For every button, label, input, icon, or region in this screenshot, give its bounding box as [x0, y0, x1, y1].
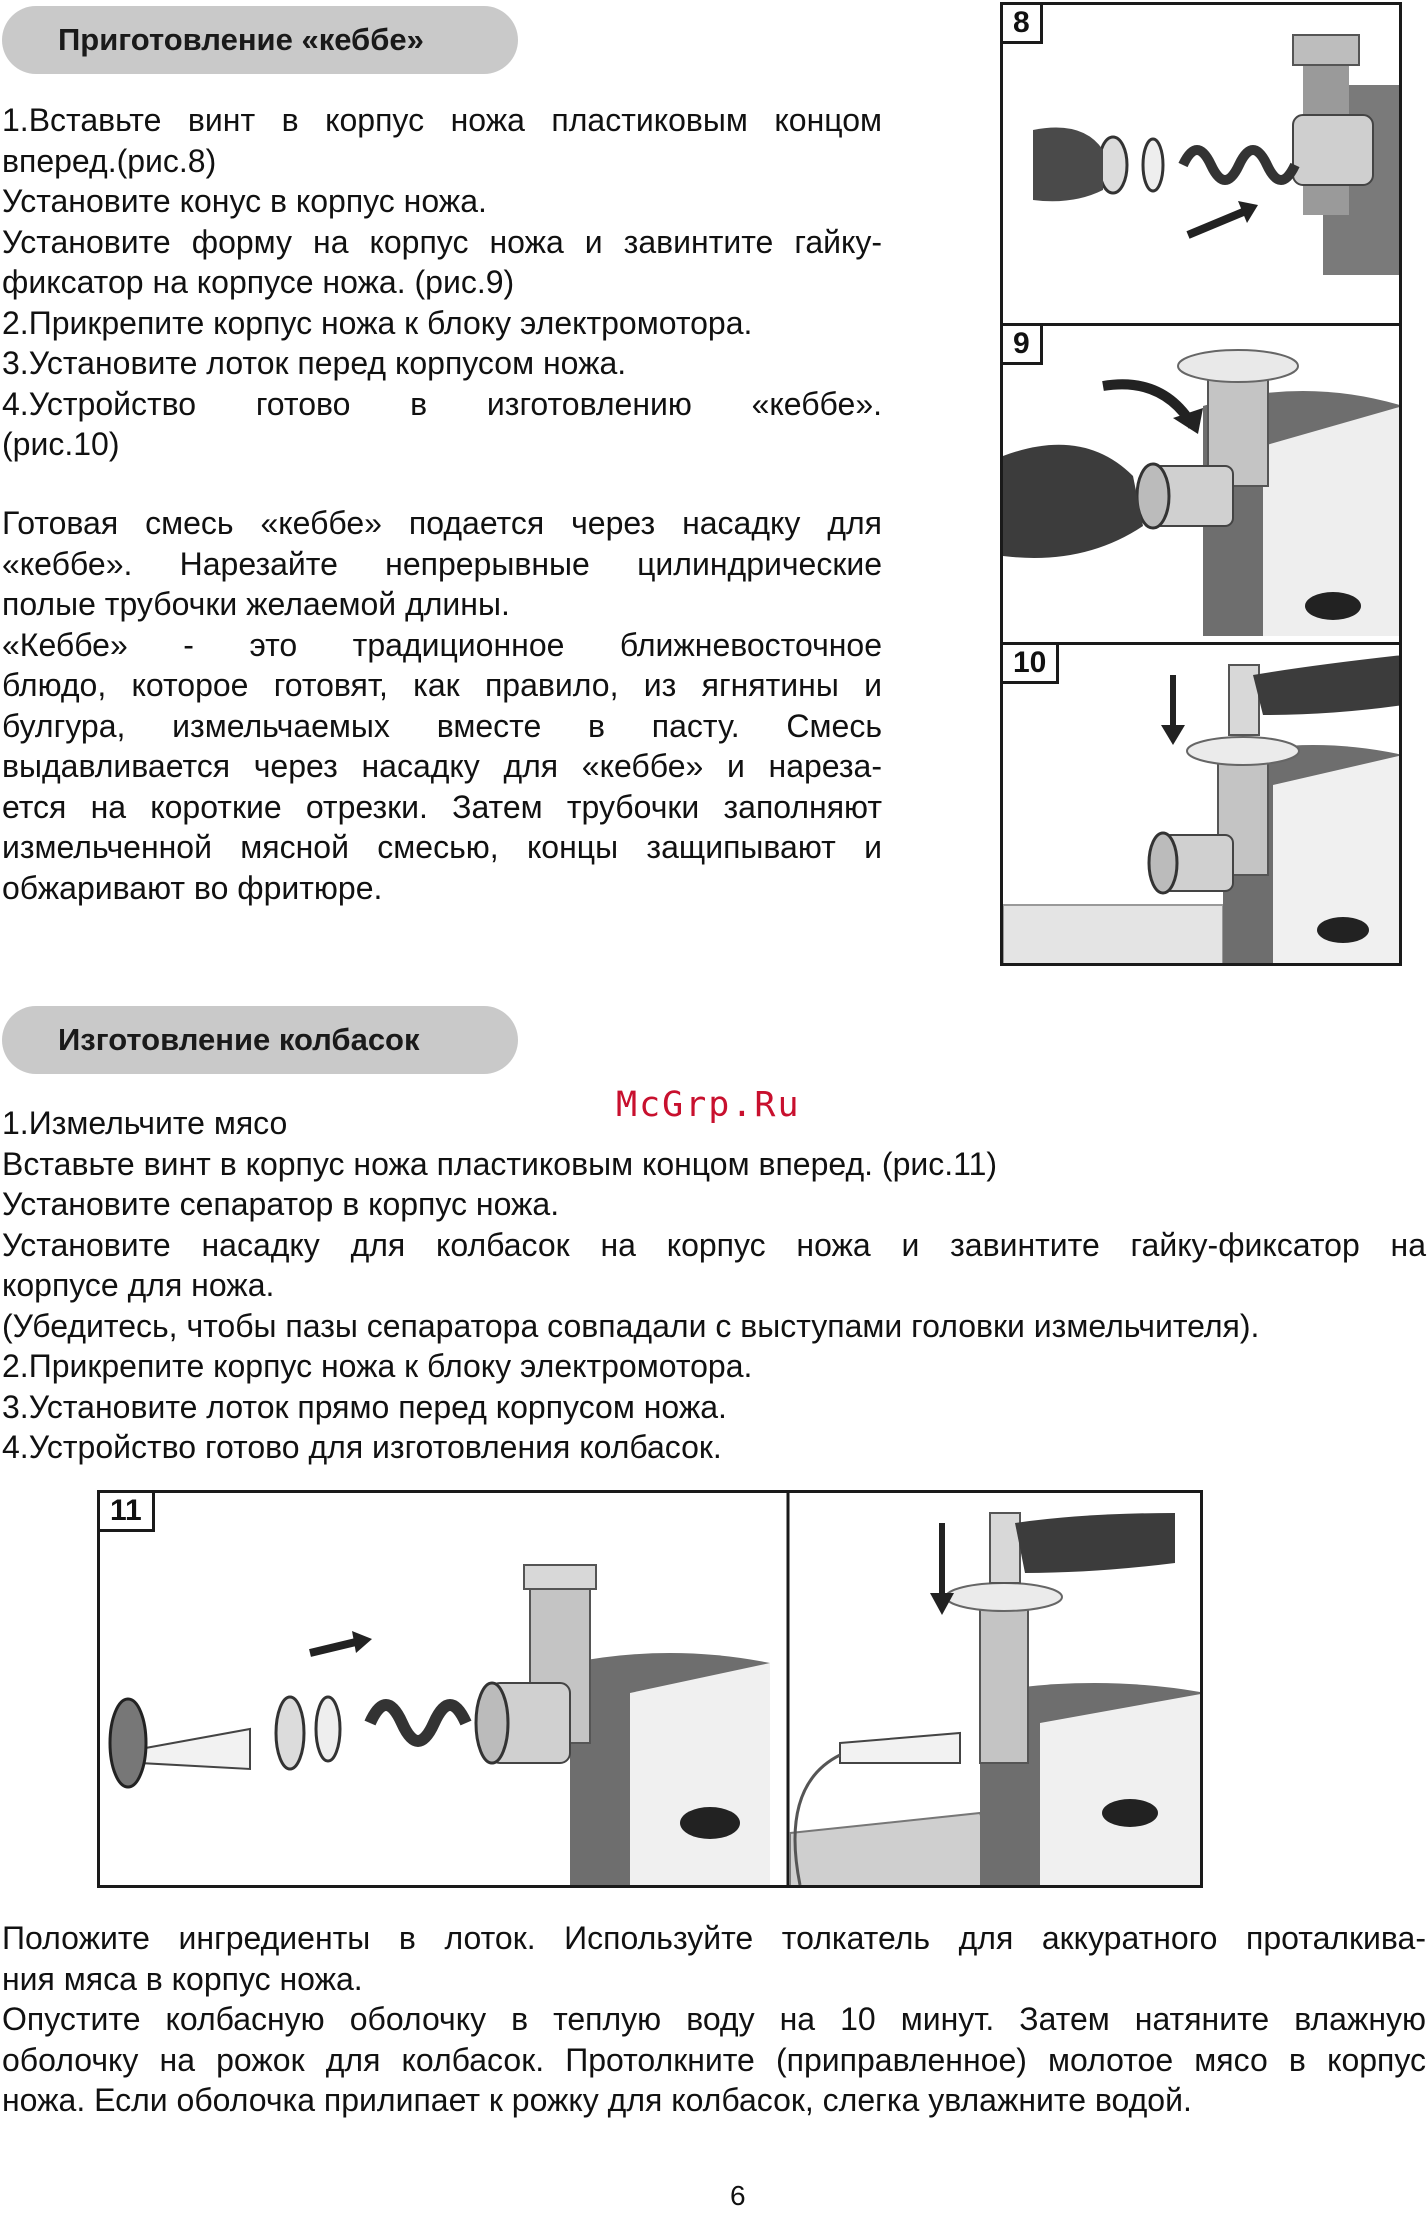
step-line: 2.Прикрепите корпус ножа к блоку электромотора.	[2, 1348, 753, 1384]
figure-11	[97, 1490, 1203, 1888]
step-line: Установите сепаратор в корпус ножа.	[2, 1186, 560, 1222]
note-line: Опустите колбасную оболочку в теплую воду на 10 минут. Затем натяните влажную	[2, 2001, 1426, 2037]
step-line: Установите насадку для колбасок на корпус ножа и завинтите гайку-фиксатор на	[2, 1226, 1426, 1263]
step-line: корпусе для ножа.	[2, 1267, 275, 1303]
desc-line: булгура, измельчаемых вместе в пасту. Смесь	[2, 707, 882, 744]
figure-8	[1000, 2, 1402, 326]
watermark: McGrp.Ru	[616, 1085, 801, 1125]
step-line: фиксатор на корпусе ножа. (рис.9)	[2, 264, 515, 300]
step-line: вперед.(рис.8)	[2, 142, 217, 179]
step-line: 3.Установите лоток перед корпусом ножа.	[2, 345, 627, 381]
note-line: Положите ингредиенты в лоток. Используйте толкатель для аккуратного проталкива-	[2, 1920, 1426, 1956]
note-line: оболочку на рожок для колбасок. Протолкните (приправленное) молотое мясо в корпус	[2, 2041, 1426, 2078]
step-line: 1.Вставьте винт в корпус ножа пластиковым концом	[2, 102, 882, 138]
section-title-kebbe: Приготовление «кеббе»	[2, 6, 518, 74]
figure-10	[1000, 642, 1402, 966]
step-line: 4.Устройство готово в изготовлению «кеббе».	[2, 385, 882, 422]
grinder-assembly-illustration	[1003, 326, 1402, 645]
figure-number: 9	[1003, 326, 1043, 365]
kebbe-extrusion-illustration	[1003, 645, 1402, 966]
step-line: (рис.10)	[2, 426, 120, 462]
figure-9	[1000, 323, 1402, 645]
step-line: Установите форму на корпус ножа и завинтите гайку-	[2, 223, 882, 260]
figure-number: 10	[1003, 645, 1059, 684]
section-title-sausages: Изготовление колбасок	[2, 1006, 518, 1074]
desc-line: «кеббе». Нарезайте непрерывные цилиндрические	[2, 545, 882, 582]
desc-line: ется на короткие отрезки. Затем трубочки заполняют	[2, 788, 882, 825]
desc-line: блюдо, которое готовят, как правило, из ягнятины и	[2, 667, 882, 703]
desc-line: измельченной мясной смесью, концы защипывают и	[2, 829, 882, 865]
step-line: Вставьте винт в корпус ножа пластиковым концом вперед. (рис.11)	[2, 1145, 998, 1182]
step-line: 3.Установите лоток прямо перед корпусом ножа.	[2, 1388, 727, 1425]
sausage-attachment-illustration	[100, 1493, 1203, 1888]
sausage-steps	[2, 1103, 1426, 1468]
step-line: 1.Измельчите мясо	[2, 1105, 288, 1141]
grinder-parts-illustration	[1003, 5, 1402, 326]
desc-line: Готовая смесь «кеббе» подается через насадку для	[2, 505, 882, 541]
step-line: Установите конус в корпус ножа.	[2, 183, 487, 219]
desc-line: полые трубочки желаемой длины.	[2, 586, 510, 622]
note-line: ния мяса в корпус ножа.	[2, 1960, 363, 1997]
kebbe-steps	[2, 100, 882, 465]
page-number: 6	[730, 2180, 746, 2211]
step-line: 2.Прикрепите корпус ножа к блоку электромотора.	[2, 304, 753, 341]
step-line: 4.Устройство готово для изготовления колбасок.	[2, 1429, 722, 1465]
kebbe-description	[2, 503, 882, 908]
sausage-notes	[2, 1918, 1426, 2121]
figure-number: 11	[100, 1493, 155, 1532]
step-line: (Убедитесь, чтобы пазы сепаратора совпадали с выступами головки измельчителя).	[2, 1307, 1260, 1344]
desc-line: «Кеббе» - это традиционное ближневосточное	[2, 626, 882, 663]
desc-line: обжаривают во фритюре.	[2, 869, 383, 906]
desc-line: выдавливается через насадку для «кеббе» и нареза-	[2, 748, 882, 784]
note-line: ножа. Если оболочка прилипает к рожку для колбасок, слегка увлажните водой.	[2, 2082, 1192, 2118]
figure-number: 8	[1003, 5, 1043, 44]
